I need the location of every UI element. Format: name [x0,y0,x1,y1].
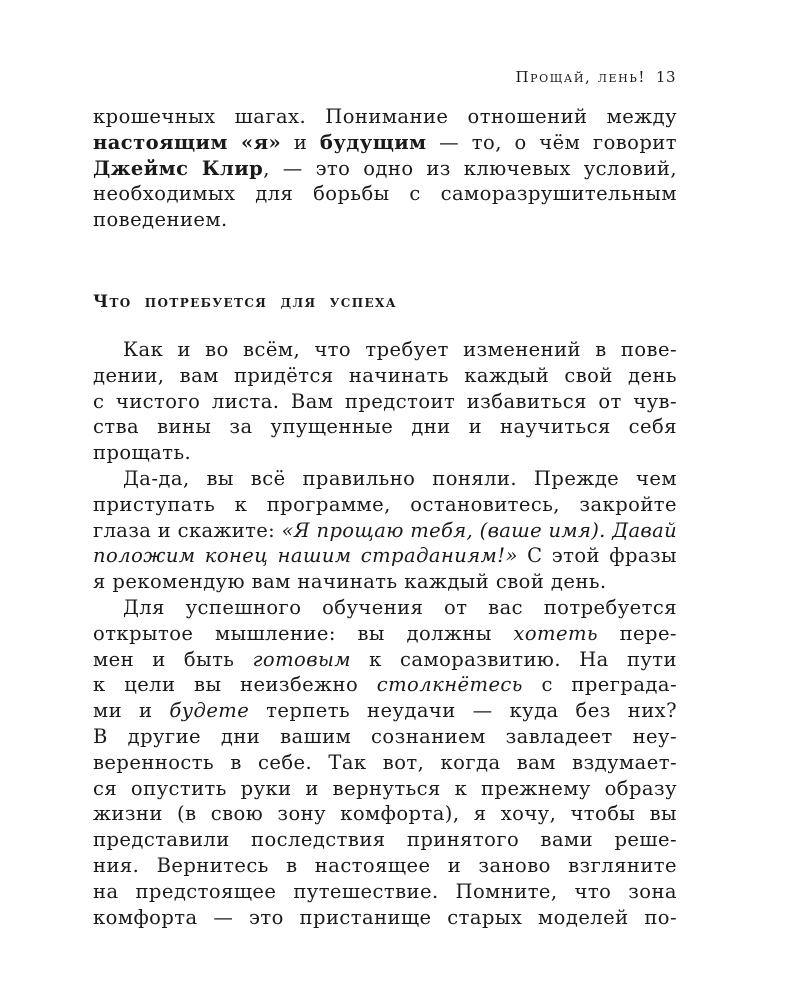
text-line [93,698,677,724]
text-line: ся опустить руки и вернуться к прежнему образу [93,776,677,800]
text-line: на предстоящее путешествие. Помните, что зона [93,879,677,903]
text-line: В другие дни вашим сознанием завладеет неу- [93,724,677,748]
text-fragment: и [281,130,320,154]
text-line: поведением. [93,208,228,232]
text-fragment: пере- [597,621,677,645]
text-fragment: к цели вы неизбежно [93,673,377,697]
text-line [93,672,677,698]
paragraph-3 [93,595,677,930]
text-fragment: С этой фразы [517,544,678,568]
bold-author-name: Джеймс Клир [93,156,264,180]
text-fragment: ми и [93,699,170,723]
text-line: комфорта — это пристанище старых моделей по- [93,905,677,929]
italic-quote: «Я прощаю тебя, (ваше имя). Давай [281,518,678,542]
italic-word: готовым [252,647,351,671]
text-fragment: открытое мышление: вы должны [93,621,514,645]
text-line: Да-да, вы всё правильно поняли. Прежде чем [123,467,677,490]
bold-term: настоящим «я» [93,130,282,154]
text-line: необходимых для борьбы с саморазрушительным [93,182,677,206]
text-line: я рекомендую вам начинать каждый свой день. [93,570,607,594]
italic-word: хотеть [513,621,598,645]
text-fragment: глаза и скажите: [93,518,282,542]
section-heading: Что потребуется для успеха [93,292,397,311]
bold-term: будущим [319,130,427,154]
text-line: представили последствия принятого вами реше- [93,828,677,852]
text-line: крошечных шагах. Понимание отношений между [93,105,677,128]
text-line: приступать к программе, остановитесь, закройте [93,492,677,516]
text-line: веренность в себе. Так вот, когда вам вздумает- [93,750,677,774]
text-fragment: — то, о чём говорит [426,130,677,154]
text-fragment: к саморазвитию. На пути [350,647,677,671]
italic-quote: положим конец нашим страданиям!» [93,544,518,568]
intro-paragraph [93,104,677,233]
text-line [93,543,677,569]
text-line: Для успешного обучения от вас потребуется [123,596,677,619]
text-line [93,518,677,544]
text-line: Как и во всём, что требует изменений в пове- [123,338,677,361]
paragraph-2 [93,466,677,595]
page-number: 13 [655,68,676,86]
text-line [93,621,677,647]
text-line [93,130,677,156]
running-head-title: Прощай, лень! [515,68,646,86]
italic-word: столкнётесь [376,673,523,697]
text-line [93,156,677,182]
text-line: жизни (в свою зону комфорта), я хочу, чтобы вы [93,802,677,826]
text-line: с чистого листа. Вам предстоит избавиться от чув- [93,389,677,413]
text-fragment: , — это одно из ключевых условий, [263,156,677,180]
text-line: ства вины за упущенные дни и научиться себя [93,415,677,439]
text-fragment: с преграда- [522,673,677,697]
text-line: ния. Вернитесь в настоящее и заново взгляните [93,853,677,877]
text-line [93,647,677,673]
paragraph-1 [93,337,677,466]
text-fragment: мен и быть [93,647,253,671]
italic-word: будете [169,699,250,723]
text-line: прощать. [93,441,192,465]
text-fragment: терпеть неудачи — куда без них? [249,699,677,723]
text-line: дении, вам придётся начинать каждый свой день [93,363,677,387]
